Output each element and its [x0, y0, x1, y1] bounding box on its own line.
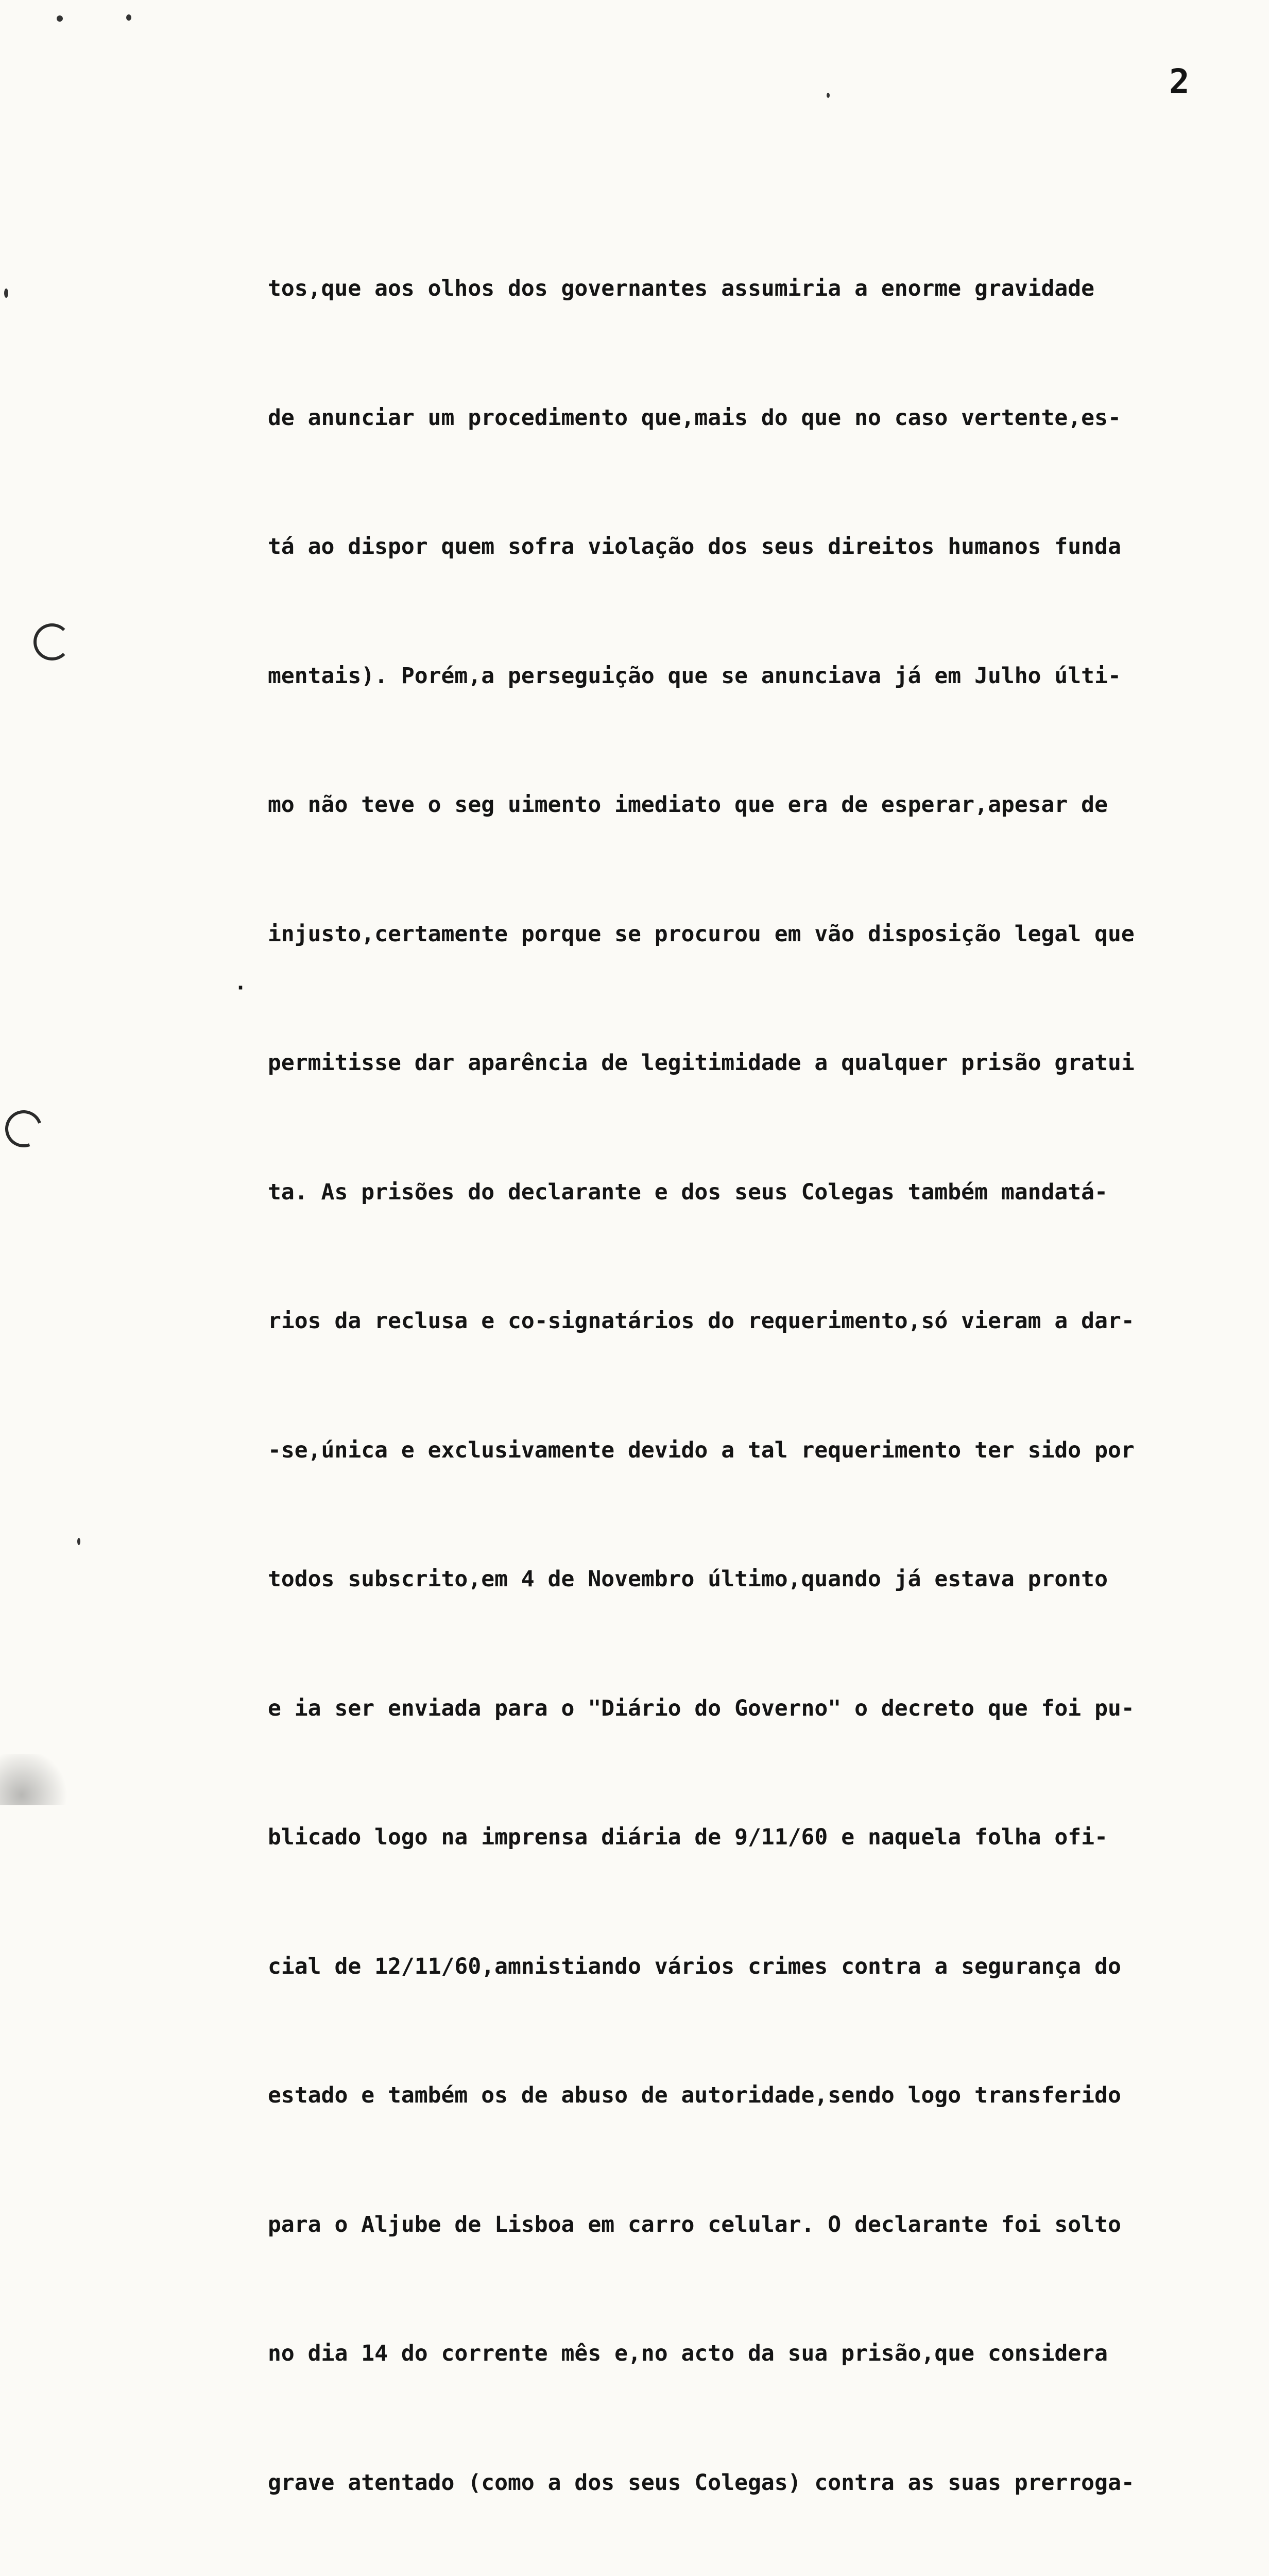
text-line: permitisse dar aparência de legitimidade a qualquer prisão gratui: [268, 1050, 1135, 1076]
text-line: mo não teve o seg uimento imediato que era de esperar,apesar de: [268, 792, 1108, 818]
text-line: cial de 12/11/60,amnistiando vários crimes contra a segurança do: [268, 1953, 1121, 1979]
text-line: tos,que aos olhos dos governantes assumiria a enorme gravidade: [268, 276, 1095, 301]
ink-speck: [57, 15, 63, 22]
ink-speck: [827, 93, 830, 98]
text-line: todos subscrito,em 4 de Novembro último,quando já estava pronto: [268, 1566, 1108, 1592]
ink-speck: [77, 1538, 80, 1545]
text-line: ta. As prisões do declarante e dos seus Colegas também mandatá-: [268, 1179, 1108, 1205]
text-line: grave atentado (como a dos seus Colegas) contra as suas prerroga-: [268, 2469, 1135, 2496]
ink-speck: ·: [234, 976, 247, 1000]
page-number: 2: [1169, 62, 1190, 101]
punch-hole-mark: [33, 623, 71, 660]
punch-hole-mark: [0, 1104, 48, 1154]
text-line: blicado logo na imprensa diária de 9/11/60 e naquela folha ofi-: [268, 1824, 1108, 1850]
document-body: [268, 181, 1267, 2576]
text-line: estado e também os de abuso de autoridade,sendo logo transferido: [268, 2082, 1121, 2108]
ink-speck: [126, 14, 131, 21]
scan-shadow: [0, 1754, 72, 1805]
text-line: mentais). Porém,a perseguição que se anunciava já em Julho últi-: [268, 663, 1121, 689]
text-line: e ia ser enviada para o "Diário do Governo" o decreto que foi pu-: [268, 1695, 1135, 1721]
text-line: no dia 14 do corrente mês e,no acto da sua prisão,que considera: [268, 2341, 1108, 2366]
ink-speck: [4, 289, 8, 298]
text-line: de anunciar um procedimento que,mais do que no caso vertente,es-: [268, 404, 1121, 431]
text-line: rios da reclusa e co-signatários do requerimento,só vieram a dar-: [268, 1308, 1135, 1334]
text-line: injusto,certamente porque se procurou em vão disposição legal que: [268, 921, 1135, 947]
text-line: tá ao dispor quem sofra violação dos seus direitos humanos funda: [268, 534, 1121, 560]
text-line: para o Aljube de Lisboa em carro celular. O declarante foi solto: [268, 2211, 1121, 2238]
text-line: -se,única e exclusivamente devido a tal requerimento ter sido por: [268, 1437, 1135, 1463]
